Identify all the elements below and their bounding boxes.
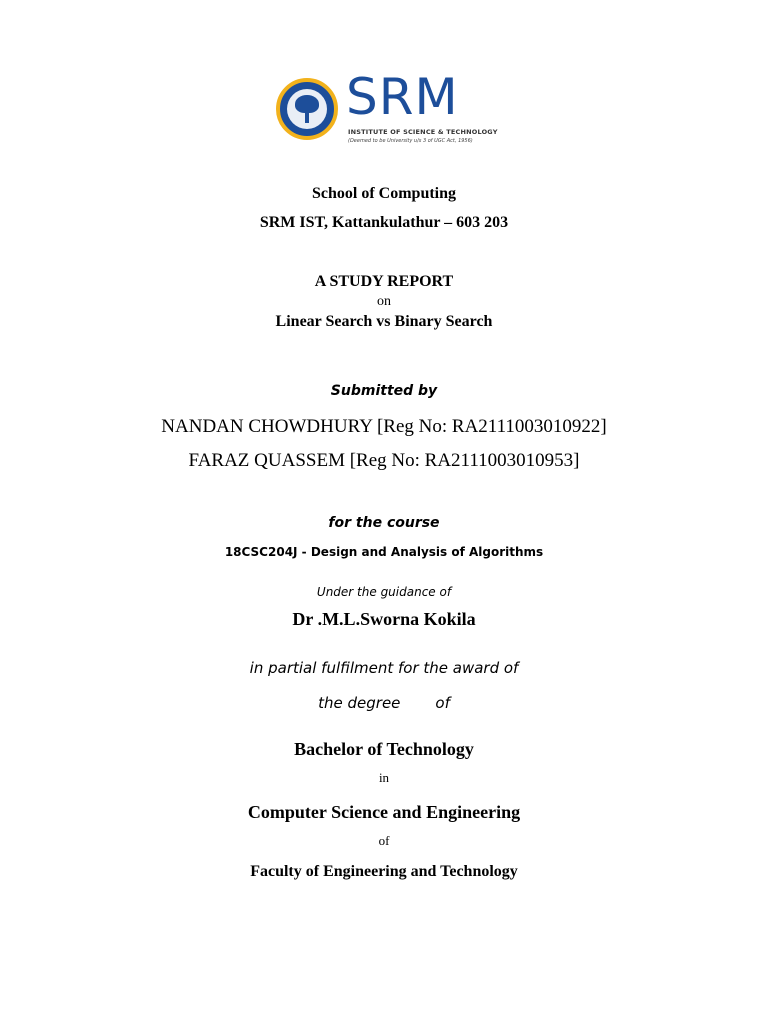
of-text: of (435, 694, 450, 712)
report-topic: Linear Search vs Binary Search (275, 313, 493, 330)
faculty-name: Faculty of Engineering and Technology (250, 863, 518, 880)
school-name: School of Computing (311, 185, 457, 202)
partial-fulfilment: in partial fulfilment for the award of (249, 659, 519, 677)
degree-of-line (0, 696, 768, 711)
degree-name: Bachelor of Technology (294, 739, 474, 759)
in-text: in (378, 770, 390, 785)
guide-name: Dr .M.L.Sworna Kokila (292, 609, 476, 629)
srm-logo (276, 68, 498, 150)
report-title: A STUDY REPORT (314, 273, 454, 290)
campus-address: SRM IST, Kattankulathur – 603 203 (259, 214, 509, 231)
of-text-2: of (378, 833, 390, 848)
student-2: FARAZ QUASSEM [Reg No: RA2111003010953] (188, 450, 580, 471)
student-1: NANDAN CHOWDHURY [Reg No: RA2111003010922] (161, 416, 607, 437)
logo-subtitle: INSTITUTE OF SCIENCE & TECHNOLOGY (348, 128, 498, 136)
submitted-by-label: Submitted by (330, 383, 438, 399)
emblem-icon (276, 78, 338, 140)
logo-wordmark: SRM (346, 68, 459, 126)
report-on: on (377, 294, 391, 309)
branch-name: Computer Science and Engineering (247, 802, 521, 822)
for-the-course-label: for the course (328, 515, 440, 531)
the-degree-text: the degree (318, 694, 401, 712)
guidance-label: Under the guidance of (316, 585, 452, 599)
logo-tagline: (Deemed to be University u/s 3 of UGC Act, 1956) (348, 138, 473, 144)
course-name: 18CSC204J - Design and Analysis of Algorithms (224, 545, 544, 559)
